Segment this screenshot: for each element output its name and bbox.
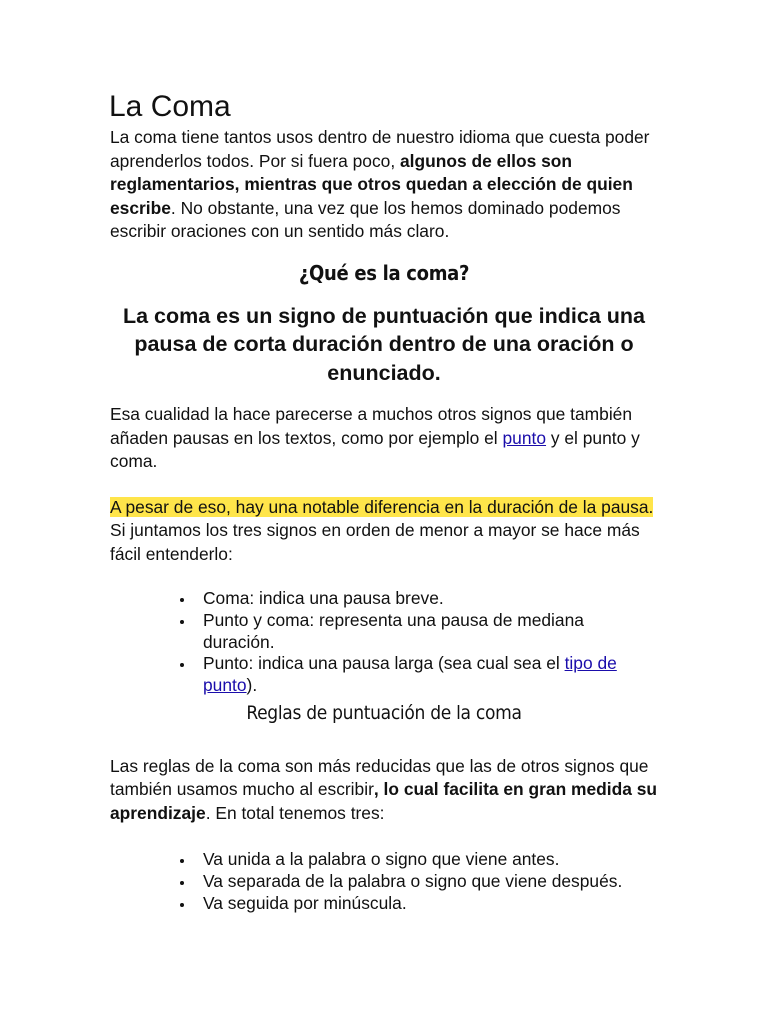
list-item: Va seguida por minúscula. xyxy=(203,893,658,915)
bold-text: , lo cual facilita en gran medida su aprendizaje xyxy=(110,779,658,823)
list-item: Va separada de la palabra o signo que viene después. xyxy=(203,871,658,893)
rules-list xyxy=(110,849,658,914)
list-item: Punto y coma: representa una pausa de mediana duración. xyxy=(203,610,658,654)
tipo-de-punto-link[interactable]: tipo de punto xyxy=(203,653,617,696)
paragraph-text: Esa cualidad la hace parecerse a muchos otros signos que también añaden pausas en los textos, como por ejemplo el xyxy=(110,404,633,448)
intro-paragraph xyxy=(110,126,658,244)
list-item xyxy=(203,653,658,697)
list-item: Va unida a la palabra o signo que viene antes. xyxy=(203,849,658,871)
intro-text-2: . No obstante, una vez que los hemos dominado podemos escribir oraciones con un sentido más claro. xyxy=(110,197,621,241)
punto-link[interactable]: punto xyxy=(502,427,547,448)
paragraph-similar-signs xyxy=(110,403,658,474)
pause-list xyxy=(110,588,658,697)
paragraph-text: y el punto y coma. xyxy=(110,427,640,471)
question-heading: ¿Qué es la coma? xyxy=(298,260,470,285)
list-item-text: Punto: indica una pausa larga (sea cual sea el xyxy=(203,653,565,674)
paragraph-text: . En total tenemos tres: xyxy=(205,802,385,823)
page-title: La Coma xyxy=(109,90,231,123)
paragraph-text: Si juntamos los tres signos en orden de menor a mayor se hace más fácil entenderlo: xyxy=(110,520,640,564)
intro-text-1: La coma tiene tantos usos dentro de nuestro idioma que cuesta poder aprenderlos todos. Por si fuera poco, xyxy=(110,127,650,171)
list-item: Coma: indica una pausa breve. xyxy=(203,588,658,610)
rules-heading: Reglas de puntuación de la coma xyxy=(246,701,522,724)
definition-heading: La coma es un signo de puntuación que indica una pausa de corta duración dentro de una oración o enunciado. xyxy=(122,303,646,385)
paragraph-rules xyxy=(110,755,658,826)
paragraph-difference xyxy=(110,496,658,567)
intro-bold-text: algunos de ellos son reglamentarios, mientras que otros quedan a elección de quien escribe xyxy=(110,150,633,218)
highlighted-text: A pesar de eso, hay una notable diferencia en la duración de la pausa. xyxy=(110,496,654,517)
paragraph-text: Las reglas de la coma son más reducidas que las de otros signos que también usamos mucho al escribir xyxy=(110,755,649,800)
document-body xyxy=(110,88,658,915)
list-item-text: ). xyxy=(246,675,258,696)
